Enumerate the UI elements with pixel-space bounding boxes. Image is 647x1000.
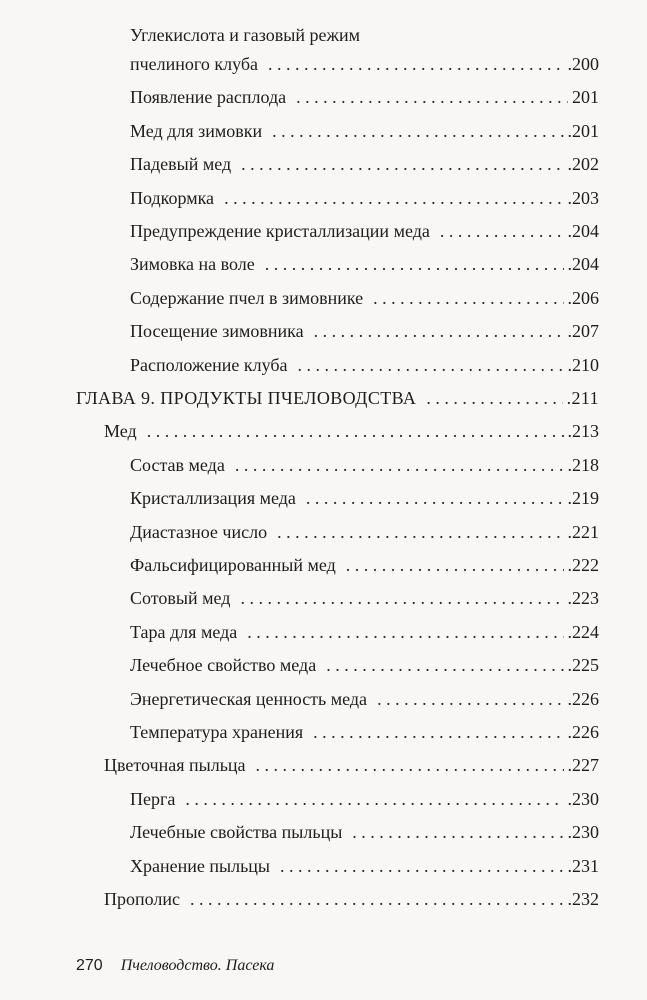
toc-entry	[130, 281, 599, 315]
dot-leader	[224, 181, 563, 215]
toc-entry-title: Посещение зимовника	[130, 321, 304, 342]
page-footer	[76, 956, 274, 976]
toc-entry-title: Температура хранения	[130, 722, 304, 742]
toc-entry-page: .200	[567, 54, 599, 74]
toc-entry-page: .223	[567, 588, 599, 609]
toc-entry-title: Мед	[104, 421, 137, 442]
toc-entry	[130, 615, 599, 649]
toc-entry-page: .224	[567, 621, 599, 642]
toc-entry	[130, 80, 599, 114]
toc-entry	[130, 114, 599, 148]
toc-entry-page: .203	[567, 187, 599, 208]
toc-entry	[130, 715, 599, 749]
dot-leader	[247, 615, 563, 649]
toc-chapter-entry	[76, 381, 599, 415]
toc-entry-page: .202	[567, 154, 599, 175]
toc-entry	[130, 448, 599, 482]
toc-entry-page: .222	[567, 555, 599, 575]
toc-entry-title: Зимовка на воле	[130, 254, 255, 275]
toc-entry	[130, 181, 599, 215]
dot-leader	[256, 748, 564, 782]
toc-entry-title: Перга	[130, 788, 176, 809]
toc-entry-title: Мед для зимовки	[130, 120, 263, 141]
toc-entry-title: Расположение клуба	[130, 354, 288, 375]
toc-entry-title: Тара для меда	[130, 621, 238, 642]
dot-leader	[298, 348, 564, 382]
toc-entry	[104, 748, 599, 782]
toc-entry	[130, 47, 599, 81]
dot-leader	[377, 682, 563, 716]
toc-entry-page: .232	[567, 889, 599, 909]
dot-leader	[313, 715, 563, 749]
dot-leader	[306, 481, 564, 515]
dot-leader	[241, 147, 563, 181]
toc-entry-page: .213	[567, 421, 599, 442]
toc-entry-title: Падевый мед	[130, 154, 232, 175]
dot-leader	[190, 882, 564, 916]
toc-entry-page: .211	[566, 388, 599, 408]
toc-entry	[130, 515, 599, 549]
toc-entry-page: .219	[567, 488, 599, 509]
toc-entry-title: Состав меда	[130, 454, 225, 475]
toc-entry-page: .201	[567, 120, 599, 141]
toc-entry-page: .218	[567, 454, 599, 475]
toc-entry-title: Содержание пчел в зимовнике	[130, 287, 364, 308]
dot-leader	[240, 581, 563, 615]
toc-entry-page: 201	[572, 87, 599, 108]
dot-leader	[277, 515, 563, 549]
toc-entry	[130, 247, 599, 281]
toc-entry-title: Лечебное свойство меда	[130, 655, 317, 676]
toc-entry-page: .204	[567, 254, 599, 275]
dot-leader	[235, 448, 564, 482]
toc-entry-page: .226	[567, 688, 599, 709]
toc-entry	[130, 849, 599, 883]
toc-entry	[130, 782, 599, 816]
toc-entry-page: .204	[567, 221, 599, 241]
toc-entry-title: ГЛАВА 9. ПРОДУКТЫ ПЧЕЛОВОДСТВА	[76, 388, 417, 408]
toc-entry-title: Фальсифицированный мед	[130, 555, 336, 575]
toc-entry	[130, 147, 599, 181]
dot-leader	[272, 114, 563, 148]
toc-entry	[130, 481, 599, 515]
toc-entry-title: Прополис	[104, 889, 180, 909]
dot-leader	[373, 281, 563, 315]
toc-entry-title: Подкормка	[130, 187, 215, 208]
dot-leader	[314, 314, 564, 348]
dot-leader	[426, 381, 562, 415]
toc-entry-title: Хранение пыльцы	[130, 855, 271, 876]
toc-entry-title: Диастазное число	[130, 521, 268, 542]
dot-leader	[352, 815, 563, 849]
toc-entry-page: .231	[567, 855, 599, 876]
toc-entry-page: .227	[567, 755, 599, 776]
toc-entry-title: Кристаллизация меда	[130, 488, 296, 509]
dot-leader	[268, 47, 564, 81]
page-number: 270	[76, 957, 103, 974]
toc-entry	[130, 815, 599, 849]
toc-entry-title: Цветочная пыльца	[104, 755, 246, 776]
toc-entry	[104, 414, 599, 448]
toc-entry-title: пчелиного клуба	[130, 54, 258, 74]
dot-leader	[147, 414, 564, 448]
dot-leader	[185, 782, 563, 816]
dot-leader	[326, 648, 563, 682]
running-title: Пчеловодство. Пасека	[120, 957, 275, 974]
dot-leader	[296, 80, 568, 114]
toc-entry	[130, 314, 599, 348]
toc-entry	[130, 581, 599, 615]
dot-leader	[265, 247, 564, 281]
toc-entry	[130, 548, 599, 582]
toc-entry	[130, 682, 599, 716]
toc-entry-page: .206	[567, 287, 599, 308]
toc-entry-title: Появление расплода	[130, 87, 287, 108]
dot-leader	[346, 548, 564, 582]
toc-entry-page: .207	[567, 321, 599, 342]
toc-entry-page: .230	[567, 788, 599, 809]
toc-entry	[130, 348, 599, 382]
dot-leader	[440, 214, 564, 248]
toc-entry-page: .226	[567, 722, 599, 742]
toc-entry-title: Энергетическая ценность меда	[130, 688, 368, 709]
dot-leader	[280, 849, 563, 883]
toc-entry-page: .210	[567, 354, 599, 375]
toc-entry	[104, 882, 599, 916]
toc-entry-title: Лечебные свойства пыльцы	[130, 822, 343, 843]
toc-entry-title: Сотовый мед	[130, 588, 231, 609]
toc-entry-page: .225	[567, 655, 599, 676]
toc-entry	[130, 648, 599, 682]
toc-entry-title-wrapped: Углекислота и газовый режим	[130, 25, 360, 45]
toc-entry-title: Предупреждение кристаллизации меда	[130, 221, 430, 241]
toc-entry	[130, 214, 599, 248]
toc-entry-page: .230	[567, 822, 599, 843]
toc-entry-page: .221	[567, 521, 599, 542]
